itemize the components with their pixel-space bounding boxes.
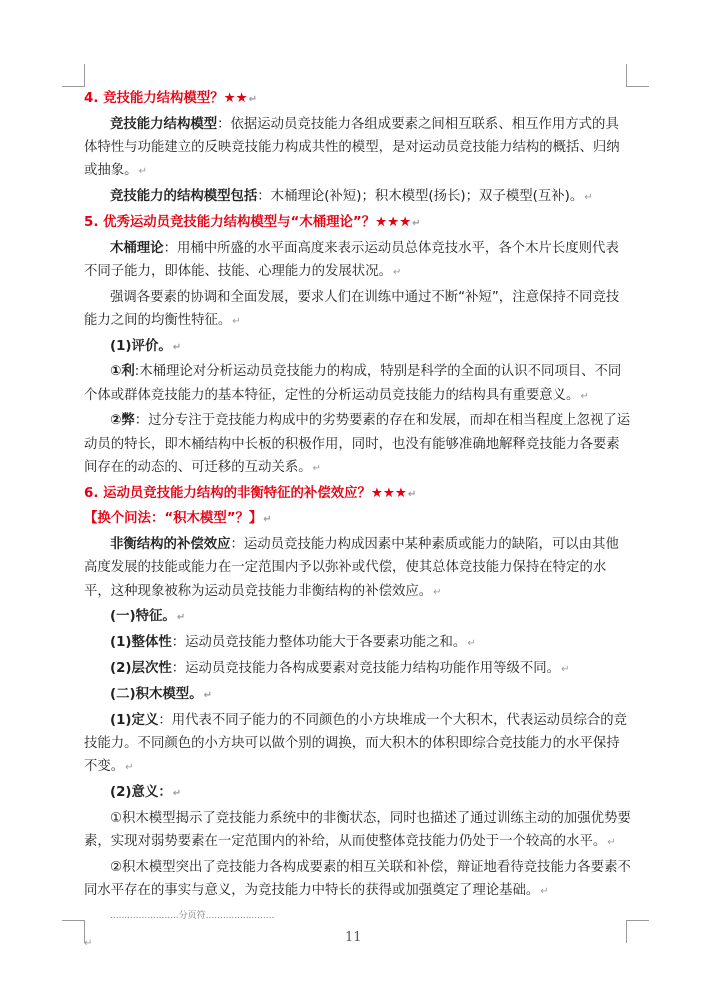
section-heading xyxy=(84,211,632,235)
body-paragraph xyxy=(84,807,632,854)
crop-mark-bottom-left xyxy=(62,920,85,943)
definition-text: ：过分专注于竞技能力构成中的劣势要素的存在和发展，而却在相当程度上忽视了运动员的特长，即木桶结构中长板的积极作用，同时，也没有能够准确地解释竞技能力各要素间存在的动态的、可迁移的互动关系。 xyxy=(84,413,631,475)
definition-paragraph xyxy=(84,113,632,184)
definition-paragraph xyxy=(84,185,632,209)
paragraph-mark: ↵ xyxy=(540,885,549,897)
subheading xyxy=(84,781,632,805)
body-paragraph xyxy=(84,856,632,903)
paragraph-mark: ↵ xyxy=(467,638,476,650)
definition-paragraph xyxy=(84,631,632,655)
heading-text: 5. 优秀运动员竞技能力结构模型与“木桶理论”？ xyxy=(84,214,376,230)
paragraph-mark: ↵ xyxy=(433,586,442,598)
subheading xyxy=(84,605,632,629)
term: (1)定义 xyxy=(110,712,159,728)
paragraph-mark: ↵ xyxy=(584,192,593,203)
term: 非衡结构的补偿效应 xyxy=(110,537,231,553)
paragraph-mark: ↵ xyxy=(138,166,147,178)
paragraph-mark: ↵ xyxy=(176,612,186,624)
document-body xyxy=(84,87,632,905)
definition-text: ：运动员竞技能力整体功能大于各要素功能之和。 xyxy=(171,635,467,651)
alt-question-note xyxy=(84,507,632,531)
paragraph-mark: ↵ xyxy=(248,94,257,105)
paragraph-mark: ↵ xyxy=(172,787,182,799)
paragraph-mark: ↵ xyxy=(232,315,241,327)
subheading-text: (二)积木模型。 xyxy=(110,686,203,702)
crop-mark-top-left xyxy=(62,64,85,87)
definition-text: ：运动员竞技能力构成因素中某种素质或能力的缺陷，可以由其他高度发展的技能或能力在一定范围内予以弥补或代偿，使其总体竞技能力保持在特定的水平，这种现象被称为运动员竞技能力非衡结构的补偿效应。 xyxy=(84,537,619,599)
definition-text: ：用桶中所盛的水平面高度来表示运动员总体竞技水平，各个木片长度则代表不同子能力，即体能、技能、心理能力的发展状况。 xyxy=(84,240,619,279)
paragraph-mark: ↵ xyxy=(312,462,322,474)
body-paragraph xyxy=(84,286,632,333)
section-heading xyxy=(84,87,632,111)
star-rating: ★★★ xyxy=(370,485,407,501)
definition-paragraph xyxy=(84,360,632,407)
definition-paragraph xyxy=(84,533,632,604)
paragraph-text: 强调各要素的协调和全面发展，要求人们在训练中通过不断“补短”，注意保持不同竞技能力之间的均衡性特征。 xyxy=(84,289,620,328)
subheading-text: (2)意义： xyxy=(110,784,172,800)
definition-text: ：木桶理论(补短)；积木模型(扬长)；双子模型(互补)。 xyxy=(257,189,584,204)
definition-paragraph xyxy=(84,709,632,780)
paragraph-text: ①积木模型揭示了竞技能力系统中的非衡状态，同时也描述了通过训练主动的加强优势要素，实现对弱势要素在一定范围内的补给，从而使整体竞技能力仍处于一个较高的水平。 xyxy=(84,810,631,849)
subheading xyxy=(84,683,632,707)
star-rating: ★★ xyxy=(223,91,248,106)
paragraph-mark: ↵ xyxy=(125,761,134,773)
paragraph-text: ②积木模型突出了竞技能力各构成要素的相互关联和补偿，辩证地看待竞技能力各要素不同水平存在的事实与意义，为竞技能力中特长的获得或加强奠定了理论基础。 xyxy=(84,859,631,898)
paragraph-mark: ↵ xyxy=(203,689,212,701)
definition-paragraph xyxy=(84,237,632,284)
term: 竞技能力结构模型 xyxy=(110,116,218,132)
paragraph-mark: ↵ xyxy=(407,488,417,500)
paragraph-mark: ↵ xyxy=(580,390,589,402)
heading-text: 4. 竞技能力结构模型？ xyxy=(84,91,224,106)
paragraph-mark: ↵ xyxy=(84,938,93,949)
paragraph-mark: ↵ xyxy=(172,341,182,353)
crop-mark-bottom-right xyxy=(626,920,649,943)
subheading-text: (1)评价。 xyxy=(110,338,172,354)
definition-paragraph xyxy=(84,657,632,681)
crop-mark-top-right xyxy=(626,64,649,87)
heading-text: 6. 运动员竞技能力结构的非衡特征的补偿效应？ xyxy=(84,485,371,501)
term: 竞技能力的结构模型包括 xyxy=(110,189,258,204)
paragraph-mark: ↵ xyxy=(607,836,616,848)
star-rating: ★★★ xyxy=(375,214,412,230)
paragraph-mark: ↵ xyxy=(392,266,402,278)
subheading-text: (一)特征。 xyxy=(110,609,176,625)
term: ①利 xyxy=(110,364,135,380)
alt-question-text: 【换个问法：“积木模型”？】 xyxy=(84,511,263,527)
paragraph-mark: ↵ xyxy=(412,217,421,229)
term: (1)整体性 xyxy=(110,635,172,651)
definition-text: ：用代表不同子能力的不同颜色的小方块堆成一个大积木，代表运动员综合的竞技能力。不同颜色的小方块可以做个别的调换，而大积木的体积即综合竞技能力的水平保持不变。 xyxy=(84,712,628,774)
definition-text: ：依据运动员竞技能力各组成要素之间相互联系、相互作用方式的具体特性与功能建立的反映竞技能力构成共性的模型，是对运动员竞技能力结构的概括、归纳或抽象。 xyxy=(84,116,620,179)
paragraph-mark: ↵ xyxy=(263,514,272,526)
definition-paragraph xyxy=(84,409,632,480)
page-number: 11 xyxy=(345,930,362,945)
term: ②弊 xyxy=(110,413,135,429)
definition-text: ：运动员竞技能力各构成要素对竞技能力结构功能作用等级不同。 xyxy=(171,660,561,676)
term: 木桶理论 xyxy=(110,240,164,256)
page-break-marker: ........................分页符........................ xyxy=(110,911,275,921)
subheading xyxy=(84,335,632,359)
section-heading xyxy=(84,482,632,506)
term: (2)层次性 xyxy=(110,660,172,676)
paragraph-mark: ↵ xyxy=(561,663,570,675)
definition-text: :木桶理论对分析运动员竞技能力的构成，特别是科学的全面的认识不同项目、不同个体或群体竞技能力的基本特征，定性的分析运动员竞技能力的结构具有重要意义。 xyxy=(84,364,622,403)
